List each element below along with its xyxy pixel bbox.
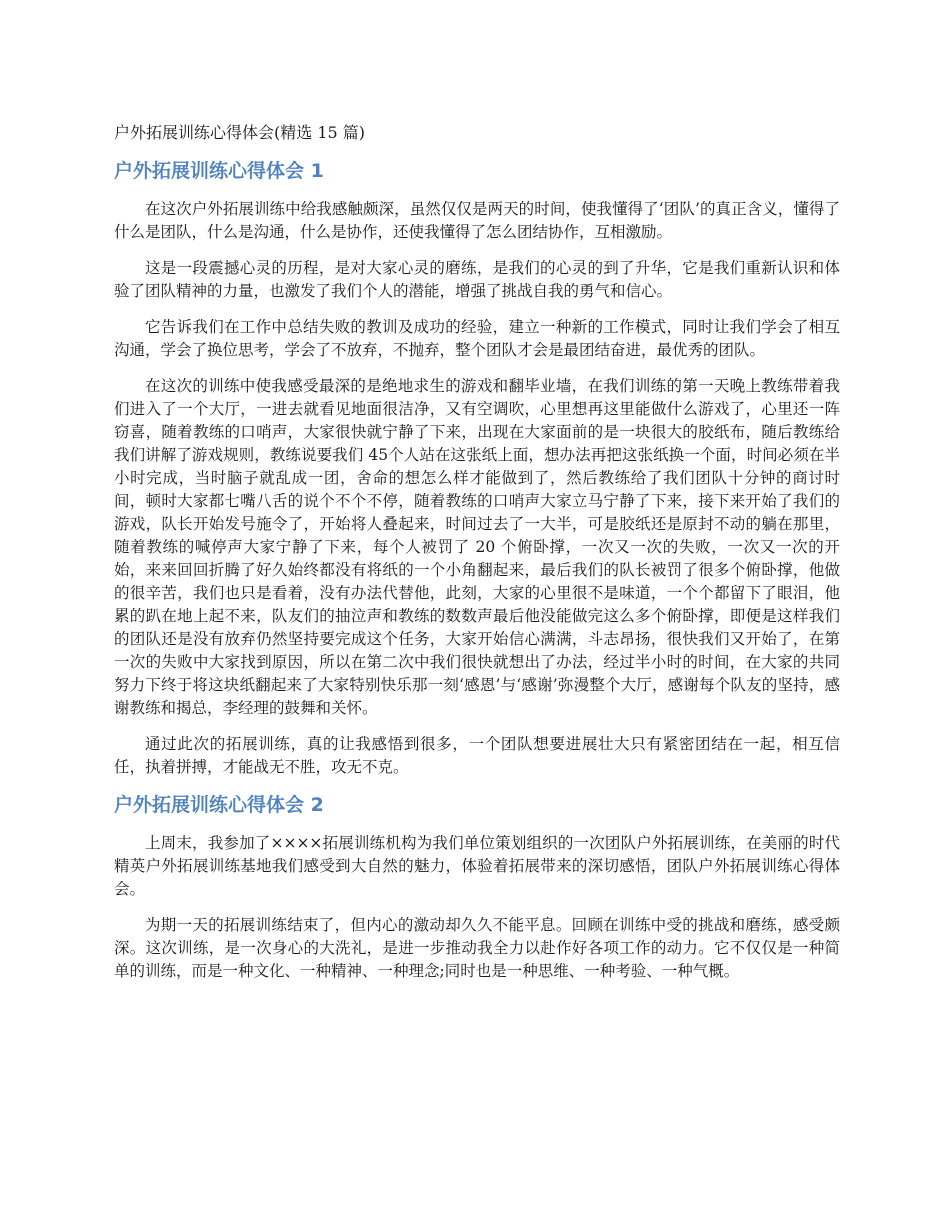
- paragraph: 通过此次的拓展训练，真的让我感悟到很多，一个团队想要进展壮大只有紧密团结在一起，相互信任，执着拼搏，才能战无不胜，攻无不克。: [114, 735, 840, 776]
- paragraph: 在这次户外拓展训练中给我感触颇深，虽然仅仅是两天的时间，使我懂得了‘团队’的真正含义，懂得了什么是团队，什么是沟通，什么是协作，还使我懂得了怎么团结协作，互相激励。: [114, 200, 840, 241]
- document-title: 户外拓展训练心得体会(精选 15 篇): [114, 123, 366, 142]
- document-page: [114, 122, 840, 996]
- section-heading: 户外拓展训练心得体会 1: [114, 160, 324, 182]
- paragraph: 为期一天的拓展训练结束了，但内心的激动却久久不能平息。回顾在训练中受的挑战和磨练，感受颇深。这次训练，是一次身心的大洗礼，是进一步推动我全力以赴作好各项工作的动力。它不仅仅是一种简单的训练，而是一种文化、一种精神、一种理念;同时也是一种思维、一种考验、一种气概。: [114, 916, 840, 980]
- paragraph: 这是一段震撼心灵的历程，是对大家心灵的磨练，是我们的心灵的到了升华，它是我们重新认识和体验了团队精神的力量，也激发了我们个人的潜能，增强了挑战自我的勇气和信心。: [114, 259, 840, 300]
- section-heading: 户外拓展训练心得体会 2: [114, 794, 324, 816]
- section-1: [114, 158, 840, 779]
- section-2: [114, 792, 840, 983]
- paragraph: 上周末，我参加了××××拓展训练机构为我们单位策划组织的一次团队户外拓展训练，在美丽的时代精英户外拓展训练基地我们感受到大自然的魅力，体验着拓展带来的深切感悟，团队户外拓展训练心得体会。: [114, 834, 840, 898]
- paragraph: 在这次的训练中使我感受最深的是绝地求生的游戏和翻毕业墙，在我们训练的第一天晚上教练带着我们进入了一个大厅，一进去就看见地面很洁净，又有空调吹，心里想再这里能做什么游戏了，心里还一阵窃喜，随着教练的口哨声，大家很快就宁静了下来，出现在大家面前的是一块很大的胶纸布，随后教练给我们讲解了游戏规则，教练说要我们 45个人站在这张纸上面，想办法再把这张纸换一个面，时间必须在半小时完成，当时脑子就乱成一团，舍命的想怎么样才能做到了，然后教练给了我们团队十分钟的商讨时间，顿时大家都七嘴八舌的说个不个不停，随着教练的口哨声大家立马宁静了下来，接下来开始了我们的游戏，队长开始发号施令了，开始将人叠起来，时间过去了一大半，可是胶纸还是原封不动的躺在那里，随着教练的喊停声大家宁静了下来，每个人被罚了 20 个俯卧撑，一次又一次的失败，一次又一次的开始，来来回回折腾了好久始终都没有将纸的一个小角翻起来，最后我们的队长被罚了很多个俯卧撑，他做的很辛苦，我们也只是看着，没有办法代替他，此刻，大家的心里很不是味道，一个个都留下了眼泪，他累的趴在地上起不来，队友们的抽泣声和教练的数数声最后他没能做完这么多个俯卧撑，即便是这样我们的团队还是没有放弃仍然坚持要完成这个任务，大家开始信心满满，斗志昂扬，很快我们又开始了，在第一次的失败中大家找到原因，所以在第二次中我们很快就想出了办法，经过半小时的时间，在大家的共同努力下终于将这块纸翻起来了大家特别快乐那一刻‘感恩’与‘感谢’弥漫整个大厅，感谢每个队友的坚持，感谢教练和揭总，李经理的鼓舞和关怀。: [114, 377, 840, 717]
- paragraph: 它告诉我们在工作中总结失败的教训及成功的经验，建立一种新的工作模式，同时让我们学会了相互沟通，学会了换位思考，学会了不放弃，不抛弃，整个团队才会是最团结奋进，最优秀的团队。: [114, 318, 840, 359]
